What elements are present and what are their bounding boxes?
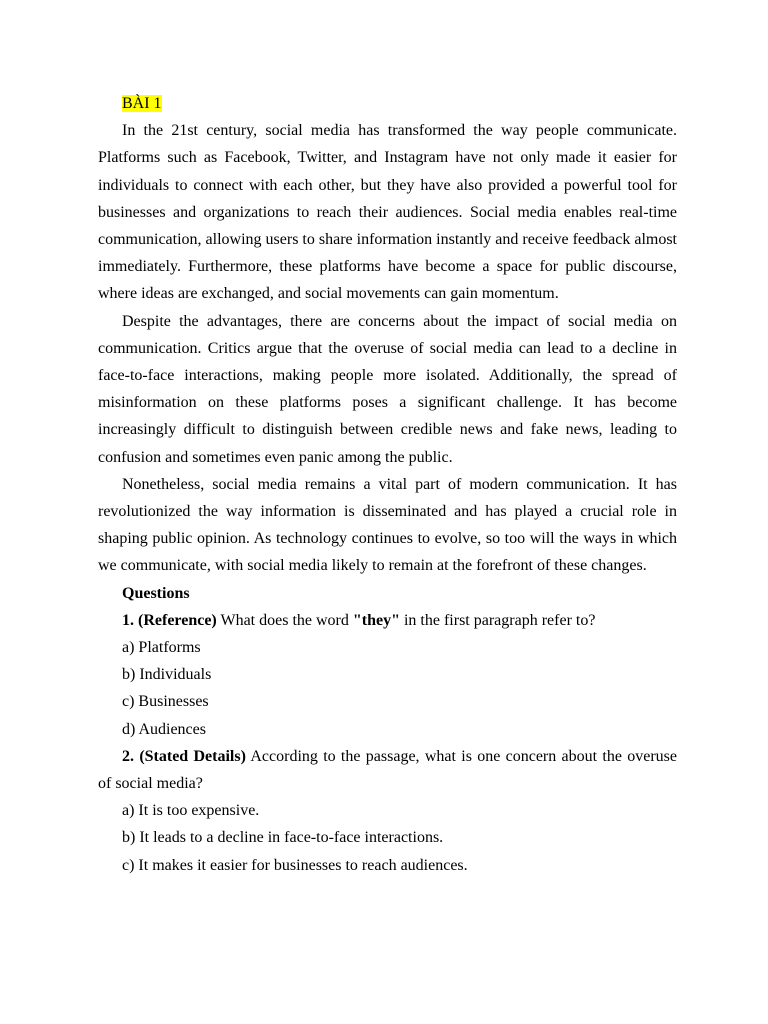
question-1-option-c: c) Businesses bbox=[122, 693, 209, 711]
question-1-keyword: "they" bbox=[352, 611, 400, 629]
question-1 bbox=[98, 607, 677, 634]
question-1-text-after: in the first paragraph refer to? bbox=[399, 611, 596, 629]
question-1-text-before: What does the word bbox=[216, 611, 353, 629]
question-2-option-a: a) It is too expensive. bbox=[122, 802, 260, 820]
question-2-text-before: According to the passage, what is one concern about the overuse of social media? bbox=[98, 747, 678, 793]
question-2-option-c: c) It makes it easier for businesses to reach audiences. bbox=[122, 856, 468, 874]
paragraph-1: In the 21st century, social media has transformed the way people communicate. Platforms such as Facebook, Twitter, and Instagram have not only made it easier for individuals to connect with each other, but they have also provided a powerful tool for businesses and organizations to reach their audiences. Social media enables real-time communication, allowing users to share information instantly and receive feedback almost immediately. Furthermore, these platforms have become a space for public discourse, where ideas are exchanged, and social movements can gain momentum. bbox=[98, 122, 677, 303]
highlighted-title-text: BÀI 1 bbox=[122, 95, 162, 112]
question-1-option-b: b) Individuals bbox=[122, 666, 212, 684]
question-1-option-a: a) Platforms bbox=[122, 639, 201, 657]
question-2 bbox=[98, 743, 677, 797]
question-1-number: 1. bbox=[122, 611, 134, 629]
question-1-option-d: d) Audiences bbox=[122, 720, 206, 738]
question-2-tag: (Stated Details) bbox=[139, 747, 246, 765]
exercise-title bbox=[98, 90, 677, 117]
paragraph-2: Despite the advantages, there are concerns about the impact of social media on communication. Critics argue that the overuse of social media can lead to a decline in face-to-face interactions, making people more isolated. Additionally, the spread of misinformation on these platforms poses a significant challenge. It has become increasingly difficult to distinguish between credible news and fake news, leading to confusion and sometimes even panic among the public. bbox=[98, 312, 677, 466]
question-2-number: 2. bbox=[122, 747, 134, 765]
paragraph-3: Nonetheless, social media remains a vital part of modern communication. It has revolutionized the way information is disseminated and has played a crucial role in shaping public opinion. As technology continues to evolve, so too will the ways in which we communicate, with social media likely to remain at the forefront of these changes. bbox=[98, 475, 677, 575]
questions-heading: Questions bbox=[122, 584, 190, 602]
question-2-option-b: b) It leads to a decline in face-to-face interactions. bbox=[122, 829, 444, 847]
question-1-tag: (Reference) bbox=[138, 611, 217, 629]
